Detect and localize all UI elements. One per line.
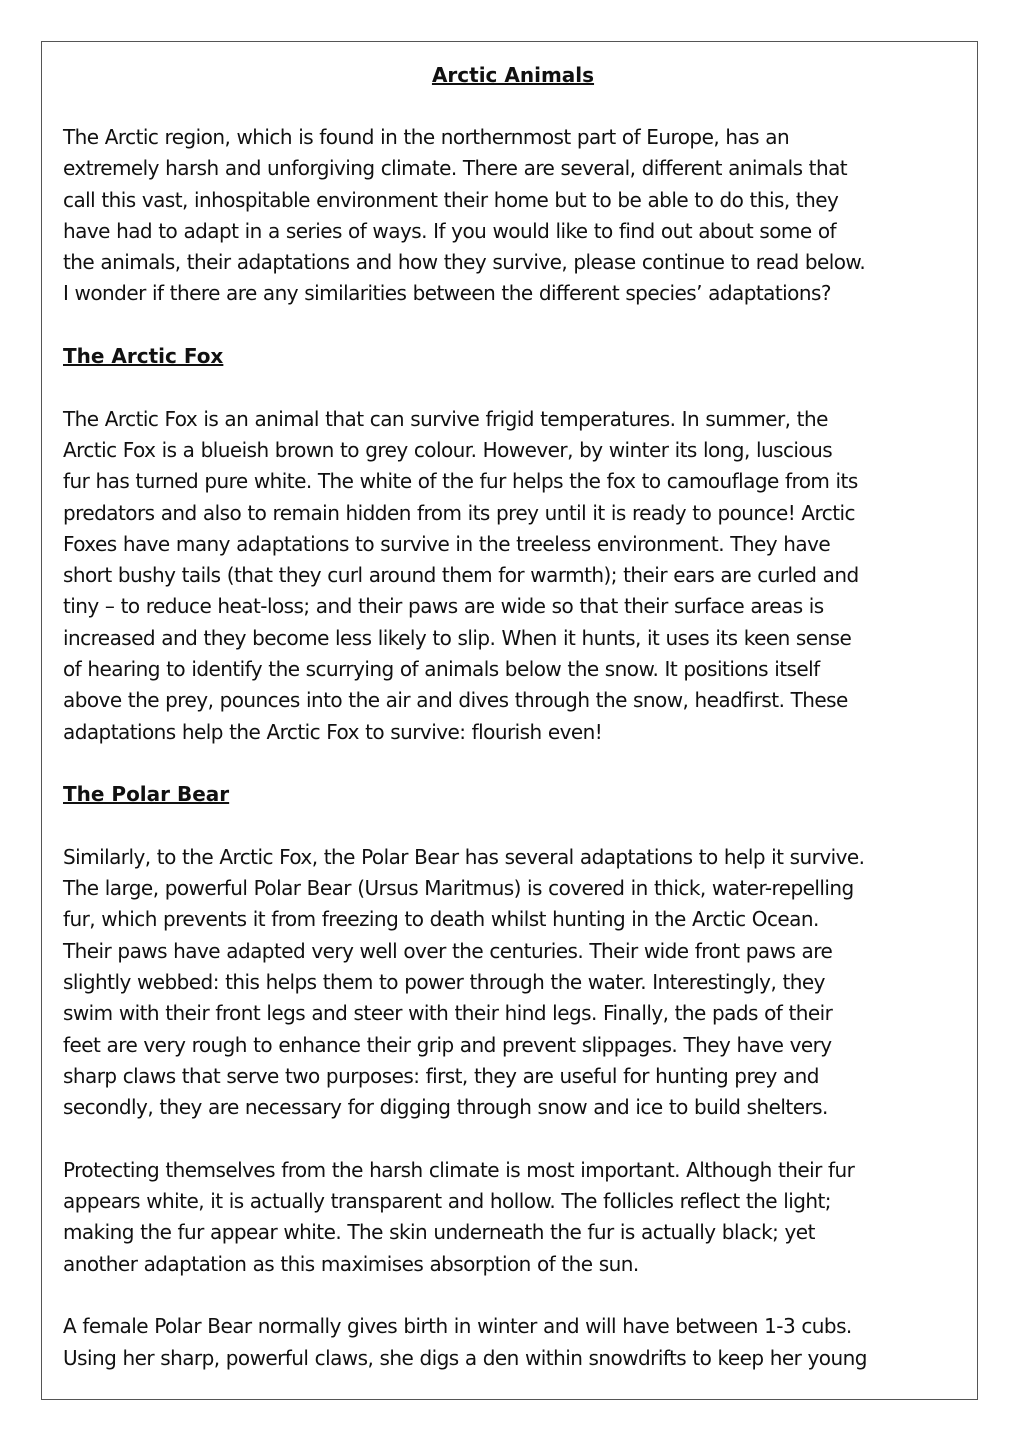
document-title: Arctic Animals xyxy=(431,63,595,87)
text-line: I wonder if there are any similarities between the different species’ adaptations? xyxy=(63,281,831,306)
text-line: Their paws have adapted very well over the centuries. Their wide front paws are xyxy=(63,938,833,963)
text-line: have had to adapt in a series of ways. If you would like to find out about some of xyxy=(63,218,836,243)
text-line: The Arctic region, which is found in the northernmost part of Europe, has an xyxy=(63,125,790,149)
text-line: extremely harsh and unforgiving climate. There are several, different animals that xyxy=(63,156,848,181)
polar-bear-paragraph-2 xyxy=(63,1155,963,1280)
text-line: making the fur appear white. The skin underneath the fur is actually black; yet xyxy=(63,1220,815,1245)
text-line: The Arctic Fox is an animal that can survive frigid temperatures. In summer, the xyxy=(63,406,828,431)
polar-bear-paragraph-1 xyxy=(63,842,963,1124)
text-line: another adaptation as this maximises absorption of the sun. xyxy=(63,1251,639,1276)
text-line: slightly webbed: this helps them to power through the water. Interestingly, they xyxy=(63,970,825,995)
text-line: swim with their front legs and steer with their hind legs. Finally, the pads of their xyxy=(63,1001,833,1026)
arctic-fox-heading: The Arctic Fox xyxy=(63,344,224,369)
text-line: fur, which prevents it from freezing to death whilst hunting in the Arctic Ocean. xyxy=(63,907,819,932)
intro-paragraph xyxy=(63,122,963,310)
text-line: the animals, their adaptations and how they survive, please continue to read below. xyxy=(63,250,866,275)
text-line: adaptations help the Arctic Fox to survive: flourish even! xyxy=(63,719,603,744)
text-line: of hearing to identify the scurrying of animals below the snow. It positions itself xyxy=(63,657,820,682)
text-line: above the prey, pounces into the air and dives through the snow, headfirst. These xyxy=(63,688,848,713)
text-line: call this vast, inhospitable environment their home but to be able to do this, they xyxy=(63,187,839,212)
text-line: A female Polar Bear normally gives birth in winter and will have between 1-3 cubs. xyxy=(63,1314,852,1339)
text-line: secondly, they are necessary for digging through snow and ice to build shelters. xyxy=(63,1095,828,1120)
text-line: appears white, it is actually transparent and hollow. The follicles reflect the light; xyxy=(63,1189,831,1214)
text-line: short bushy tails (that they curl around them for warmth); their ears are curled and xyxy=(63,563,859,588)
polar-bear-paragraph-3 xyxy=(63,1311,963,1374)
text-line: fur has turned pure white. The white of the fur helps the fox to camouflage from its xyxy=(63,469,858,494)
text-line: Protecting themselves from the harsh climate is most important. Although their fur xyxy=(63,1157,855,1182)
text-line: predators and also to remain hidden from its prey until it is ready to pounce! Arctic xyxy=(63,500,855,525)
text-line: Similarly, to the Arctic Fox, the Polar Bear has several adaptations to help it survive. xyxy=(63,844,865,869)
text-line: feet are very rough to enhance their grip and prevent slippages. They have very xyxy=(63,1032,832,1057)
document-body xyxy=(63,59,963,1400)
text-line: Foxes have many adaptations to survive in the treeless environment. They have xyxy=(63,531,831,556)
text-line: Arctic Fox is a blueish brown to grey colour. However, by winter its long, luscious xyxy=(63,437,833,462)
text-line: increased and they become less likely to slip. When it hunts, it uses its keen sense xyxy=(63,625,852,650)
text-line: tiny – to reduce heat-loss; and their paws are wide so that their surface areas is xyxy=(63,594,824,619)
arctic-fox-paragraph xyxy=(63,404,963,748)
text-line: The large, powerful Polar Bear (Ursus Maritmus) is covered in thick, water-repelling xyxy=(63,876,854,901)
polar-bear-heading: The Polar Bear xyxy=(63,782,230,807)
text-line: Using her sharp, powerful claws, she digs a den within snowdrifts to keep her young xyxy=(63,1345,867,1370)
page-frame xyxy=(41,41,978,1400)
text-line: sharp claws that serve two purposes: first, they are useful for hunting prey and xyxy=(63,1063,819,1088)
